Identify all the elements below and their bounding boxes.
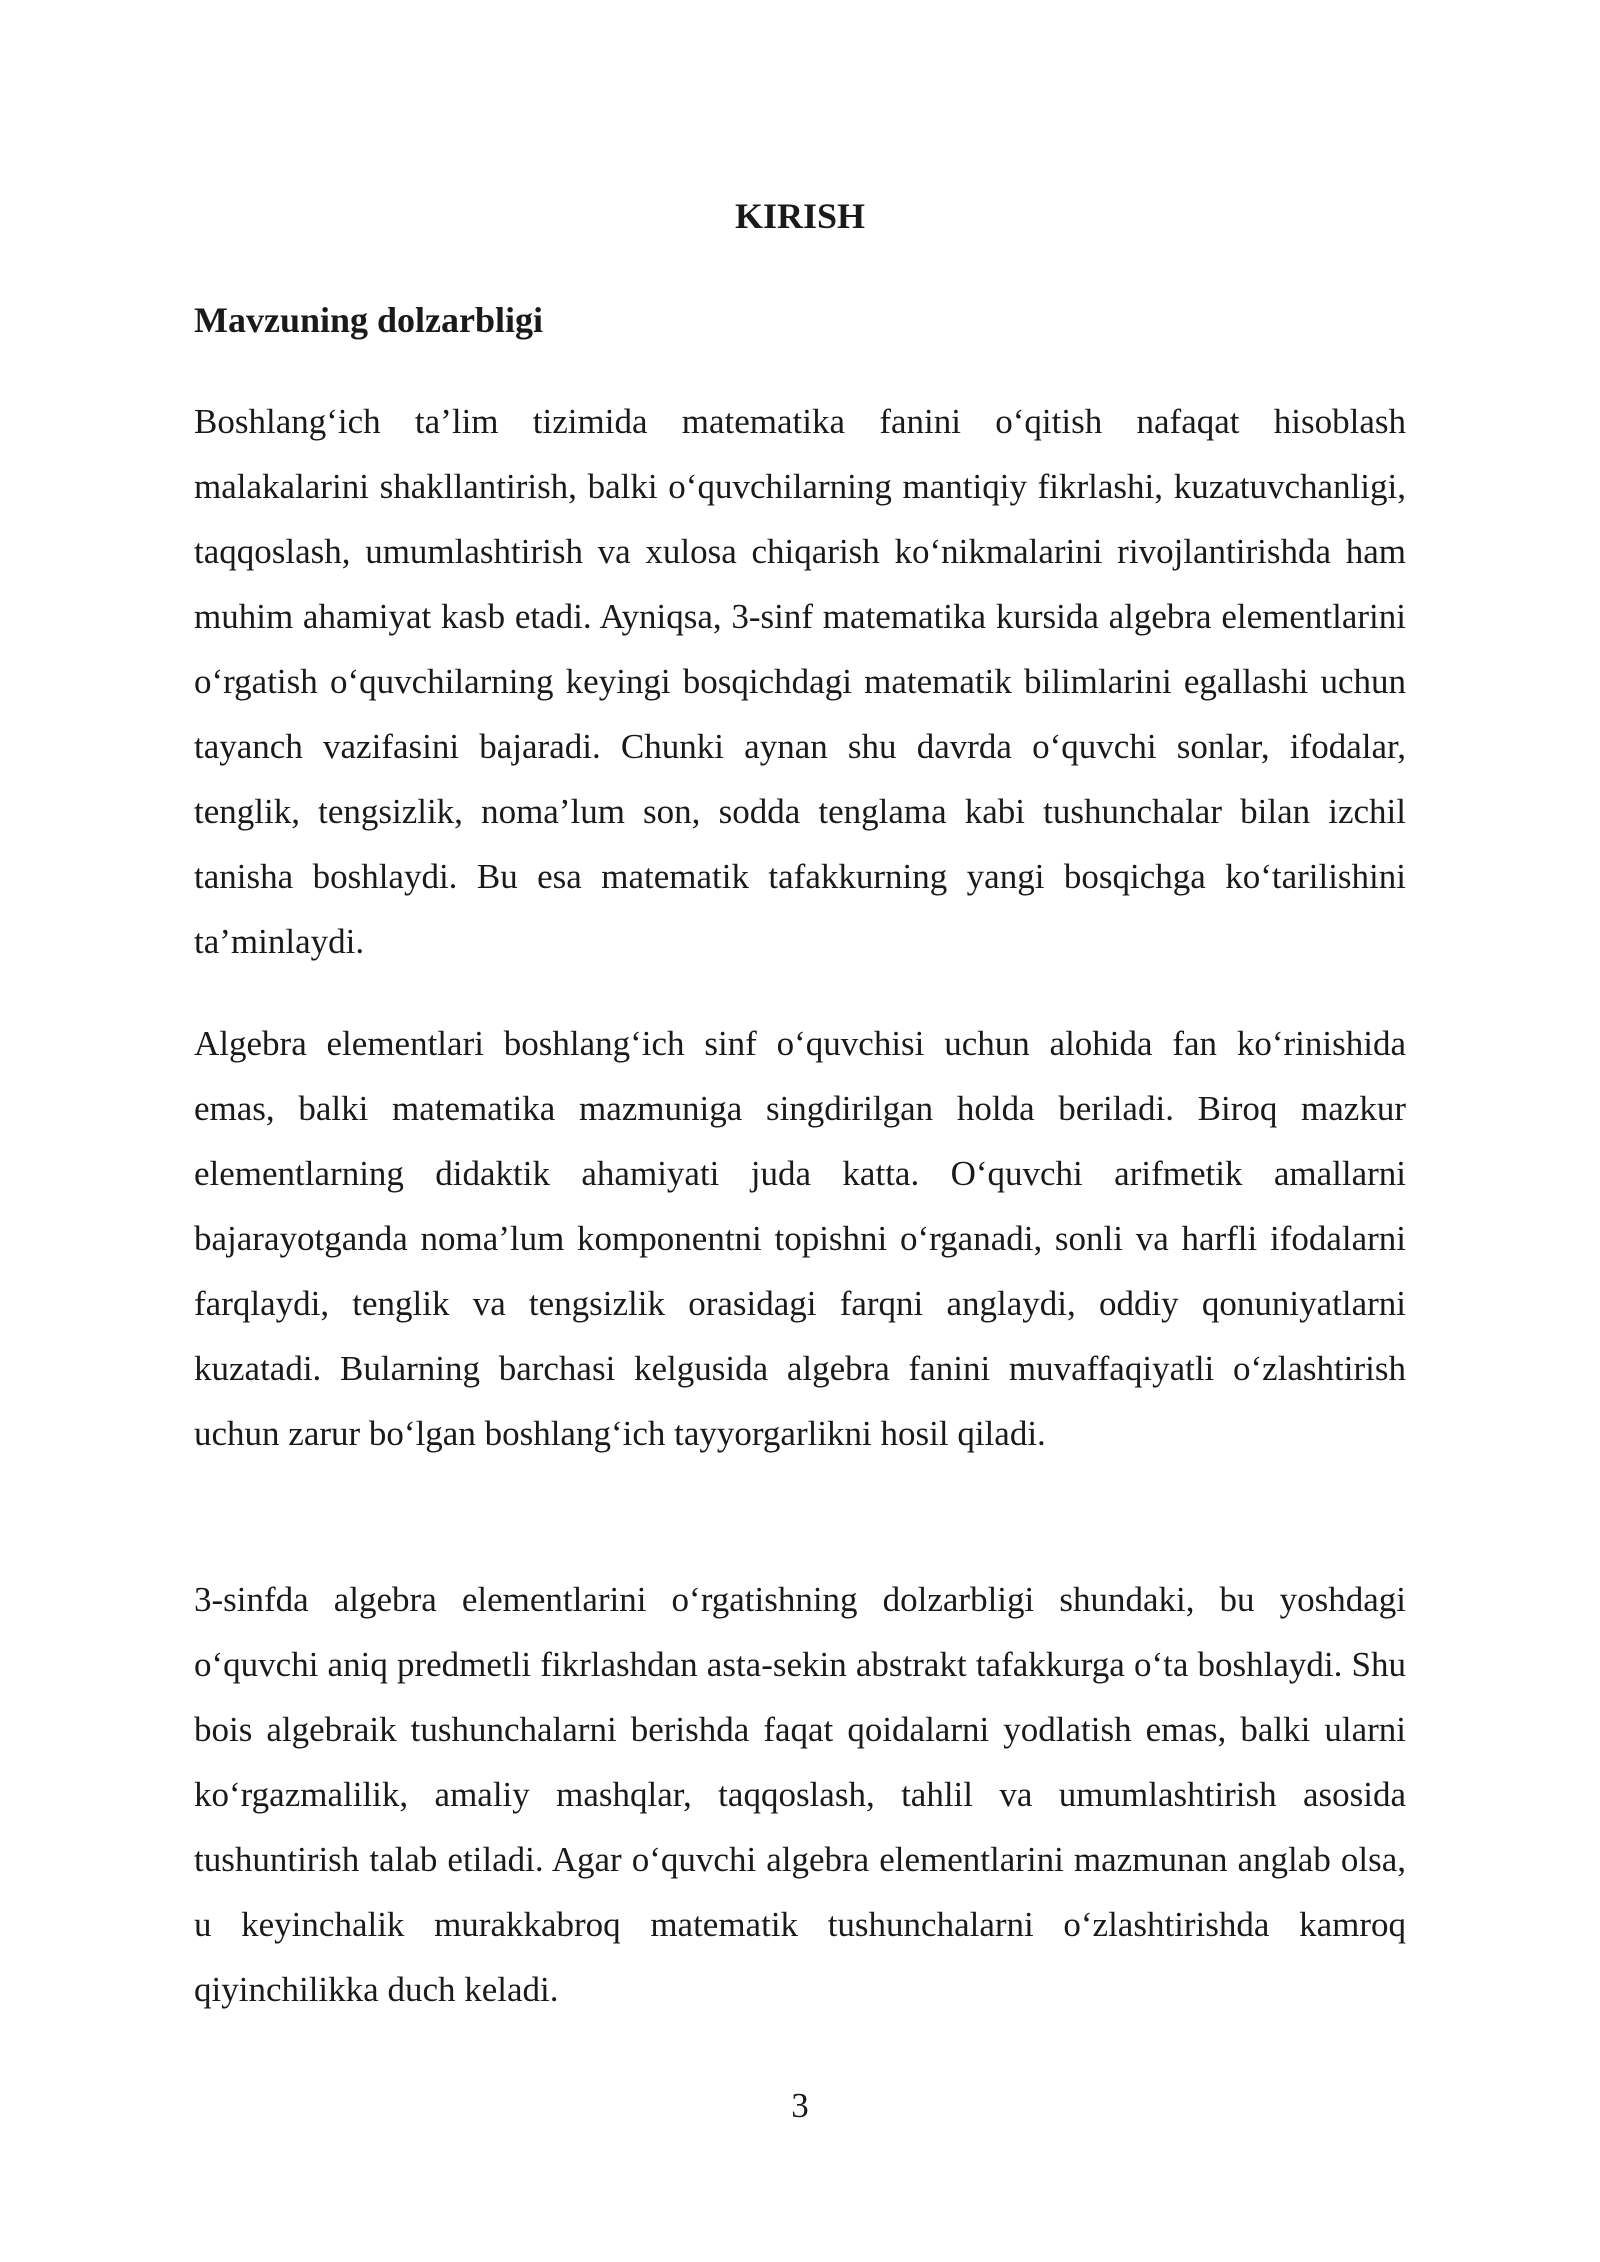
section-heading: KIRISH xyxy=(734,196,866,236)
page-number: 3 xyxy=(791,2086,809,2125)
body-paragraph-3: 3-sinfda algebra elementlarini o‘rgatishning dolzarbligi shundaki, bu yoshdagi o‘quvchi aniq predmetli fikrlashdan asta-sekin abstrakt tafakkurga o‘ta boshlaydi. Shu bois algebraik tushunchalarni berishda faqat qoidalarni yodlatish emas, balki ularni ko‘rgazmalilik, amaliy mashqlar, taqqoslash, tahlil va umumlashtirish asosida tushuntirish talab etiladi. Agar o‘quvchi algebra elementlarini mazmunan anglab olsa, u keyinchalik murakkabroq matematik tushunchalarni o‘zlashtirishda kamroq qiyinchilikka duch keladi. xyxy=(194,1580,1406,2009)
body-paragraph-2: Algebra elementlari boshlang‘ich sinf o‘quvchisi uchun alohida fan ko‘rinishida emas, balki matematika mazmuniga singdirilgan holda beriladi. Biroq mazkur elementlarning didaktik ahamiyati juda katta. O‘quvchi arifmetik amallarni bajarayotganda noma’lum komponentni topishni o‘rganadi, sonli va harfli ifodalarni farqlaydi, tenglik va tengsizlik orasidagi farqni anglaydi, oddiy qonuniyatlarni kuzatadi. Bularning barchasi kelgusida algebra fanini muvaffaqiyatli o‘zlashtirish uchun zarur bo‘lgan boshlang‘ich tayyorgarlikni hosil qiladi. xyxy=(194,1024,1406,1453)
subsection-heading: Mavzuning dolzarbligi xyxy=(194,300,544,340)
body-paragraph-1: Boshlang‘ich ta’lim tizimida matematika fanini o‘qitish nafaqat hisoblash malakalarini shakllantirish, balki o‘quvchilarning mantiqiy fikrlashi, kuzatuvchanligi, taqqoslash, umumlashtirish va xulosa chiqarish ko‘nikmalarini rivojlantirishda ham muhim ahamiyat kasb etadi. Ayniqsa, 3-sinf matematika kursida algebra elementlarini o‘rgatish o‘quvchilarning keyingi bosqichdagi matematik bilimlarini egallashi uchun tayanch vazifasini bajaradi. Chunki aynan shu davrda o‘quvchi sonlar, ifodalar, tenglik, tengsizlik, noma’lum son, sodda tenglama kabi tushunchalar bilan izchil tanisha boshlaydi. Bu esa matematik tafakkurning yangi bosqichga ko‘tarilishini ta’minlaydi. xyxy=(194,402,1406,961)
